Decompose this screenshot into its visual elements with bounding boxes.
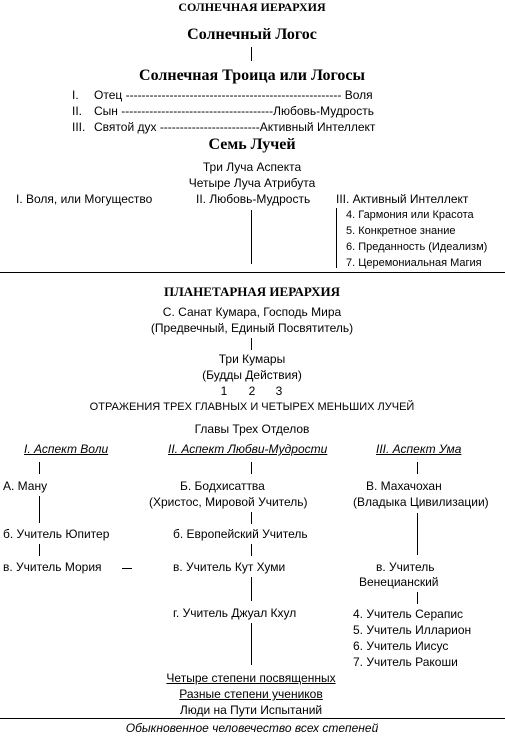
buddhas-of-activity: (Будды Действия) — [202, 368, 302, 382]
connector-line — [251, 338, 252, 350]
sanat-kumara-description: (Предвечный, Единый Посвятитель) — [150, 321, 354, 335]
master-hilarion: 5. Учитель Илларион — [353, 623, 472, 637]
connector-line — [39, 462, 40, 474]
master-venetian-line2: Венецианский — [359, 575, 439, 589]
reflections-of-rays: ОТРАЖЕНИЯ ТРЕХ ГЛАВНЫХ И ЧЕТЫРЕХ МЕНЬШИХ ЛУЧЕЙ — [89, 401, 415, 413]
mahachohan-description: (Владыка Цивилизации) — [353, 495, 489, 509]
connector-line — [251, 577, 252, 601]
master-morya: в. Учитель Мория — [3, 560, 102, 574]
attribute-rays: Четыре Луча Атрибута — [188, 176, 316, 190]
connector-line — [417, 513, 418, 555]
kumara-number: 2 — [248, 384, 256, 398]
ray-active-intellect: III. Активный Интеллект — [336, 192, 469, 206]
kumara-number: 3 — [275, 384, 283, 398]
three-kumaras: Три Кумары — [218, 352, 286, 366]
connector-line — [336, 208, 337, 268]
ray-minor-4: 4. Гармония или Красота — [346, 209, 474, 221]
trinity-item-father: Отец ------------------------------------------------------ Воля — [94, 88, 373, 102]
section-divider — [0, 272, 505, 273]
kumara-number: 1 — [220, 384, 228, 398]
trinity-num: II. — [72, 104, 83, 118]
four-degrees-initiates: Четыре степени посвященных — [166, 671, 336, 685]
ray-minor-7: 7. Церемониальная Магия — [346, 257, 482, 269]
trinity-item-son: Сын --------------------------------------Любовь-Мудрость — [94, 104, 374, 118]
ray-minor-5: 5. Конкретное знание — [346, 225, 456, 237]
connector-line — [39, 544, 40, 556]
master-venetian: в. Учитель — [376, 560, 435, 574]
manu: А. Ману — [3, 479, 48, 493]
connector-line — [251, 623, 252, 665]
mahachohan: В. Махачохан — [366, 479, 442, 493]
connector-line — [251, 512, 252, 524]
connector-line — [251, 47, 252, 61]
trinity-item-holy-spirit: Святой дух -------------------------Активный Интеллект — [94, 120, 376, 134]
trinity-num: III. — [72, 120, 86, 134]
master-djwal-khul: г. Учитель Джуал Кхул — [173, 606, 297, 620]
dash-mark — [122, 568, 132, 569]
ordinary-humanity: Обыкновенное человечество всех степеней — [125, 721, 379, 735]
men-on-probationary-path: Люди на Пути Испытаний — [179, 703, 323, 717]
solar-hierarchy-title: СОЛНЕЧНАЯ ИЕРАРХИЯ — [178, 0, 326, 14]
solar-logos: Солнечный Логос — [187, 26, 317, 43]
bodhisattva-description: (Христос, Мировой Учитель) — [149, 495, 308, 509]
aspect-mind-heading: III. Аспект Ума — [376, 442, 462, 456]
aspect-will-heading: I. Аспект Воли — [24, 442, 109, 456]
sanat-kumara: С. Санат Кумара, Господь Мира — [162, 305, 342, 319]
planetary-hierarchy-title: ПЛАНЕТАРНАЯ ИЕРАРХИЯ — [163, 284, 341, 299]
master-jupiter: б. Учитель Юпитер — [3, 527, 110, 541]
seven-rays-title: Семь Лучей — [208, 136, 296, 153]
heads-of-three-departments: Главы Трех Отделов — [194, 422, 310, 436]
ray-love-wisdom: II. Любовь-Мудрость — [196, 192, 311, 206]
ray-will: I. Воля, или Могущество — [16, 192, 153, 206]
trinity-num: I. — [72, 88, 79, 102]
ray-minor-6: 6. Преданность (Идеализм) — [346, 241, 488, 253]
master-jesus: 6. Учитель Иисус — [353, 639, 449, 653]
bodhisattva: Б. Бодхисаттва — [180, 479, 265, 493]
aspect-love-wisdom-heading: II. Аспект Любви-Мудрости — [168, 442, 328, 456]
degrees-of-disciples: Разные степени учеников — [179, 687, 323, 701]
connector-line — [251, 210, 252, 264]
connector-line — [39, 496, 40, 523]
european-master: б. Европейский Учитель — [173, 527, 308, 541]
solar-trinity-title: Солнечная Троица или Логосы — [139, 67, 365, 84]
master-rakoczi: 7. Учитель Ракоши — [353, 655, 458, 669]
master-serapis: 4. Учитель Серапис — [353, 607, 464, 621]
aspect-rays: Три Луча Аспекта — [202, 160, 302, 174]
master-koot-hoomi: в. Учитель Кут Хуми — [173, 560, 286, 574]
connector-line — [417, 462, 418, 474]
connector-line — [251, 544, 252, 556]
connector-line — [251, 462, 252, 474]
section-divider — [0, 718, 505, 719]
connector-line — [417, 592, 418, 604]
